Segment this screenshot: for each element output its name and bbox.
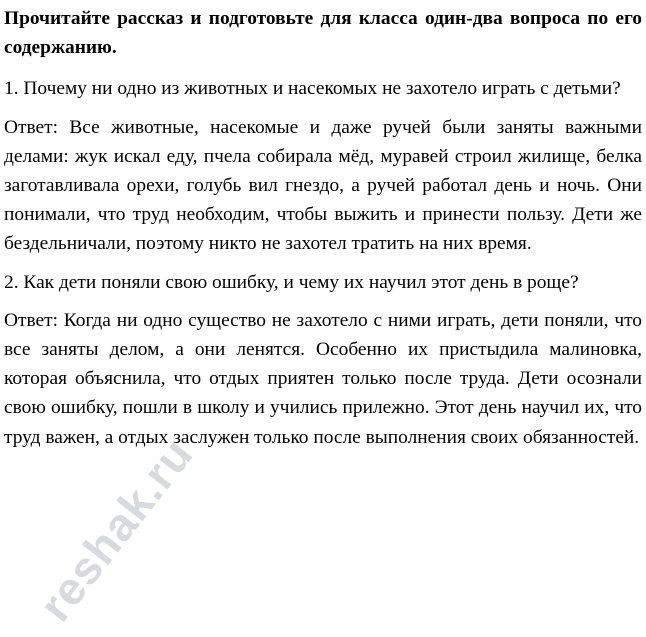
watermark: reshak.ru xyxy=(28,428,203,631)
answer-1: Ответ: Все животные, насекомые и даже ручей были заняты важными делами: жук искал еду, пчела собирала мёд, муравей строил жилище, белка заготавливала орехи, голубь вил гнездо, а ручей работал день и ночь. Они понимали, что труд необходим, чтобы выжить и принести пользу. Дети же бездельничали, поэтому никто не захотел тратить на них время. xyxy=(4,116,642,255)
question-2: 2. Как дети поняли свою ошибку, и чему их научил этот день в роще? xyxy=(4,271,579,293)
question-1: 1. Почему ни одно из животных и насекомых не захотело играть с детьми? xyxy=(4,78,621,100)
task-heading: Прочитайте рассказ и подготовьте для класса один-два вопроса по его содержанию. xyxy=(4,8,642,59)
answer-2: Ответ: Когда ни одно существо не захотело с ними играть, дети поняли, что все заняты делом, а они ленятся. Особенно их пристыдила малиновка, которая объяснила, что отдых приятен только после труда. Дети осознали свою ошибку, пошли в школу и учились прилежно. Этот день научил их, что труд важен, а отдых заслужен только после выполнения своих обязанностей. xyxy=(4,309,642,448)
